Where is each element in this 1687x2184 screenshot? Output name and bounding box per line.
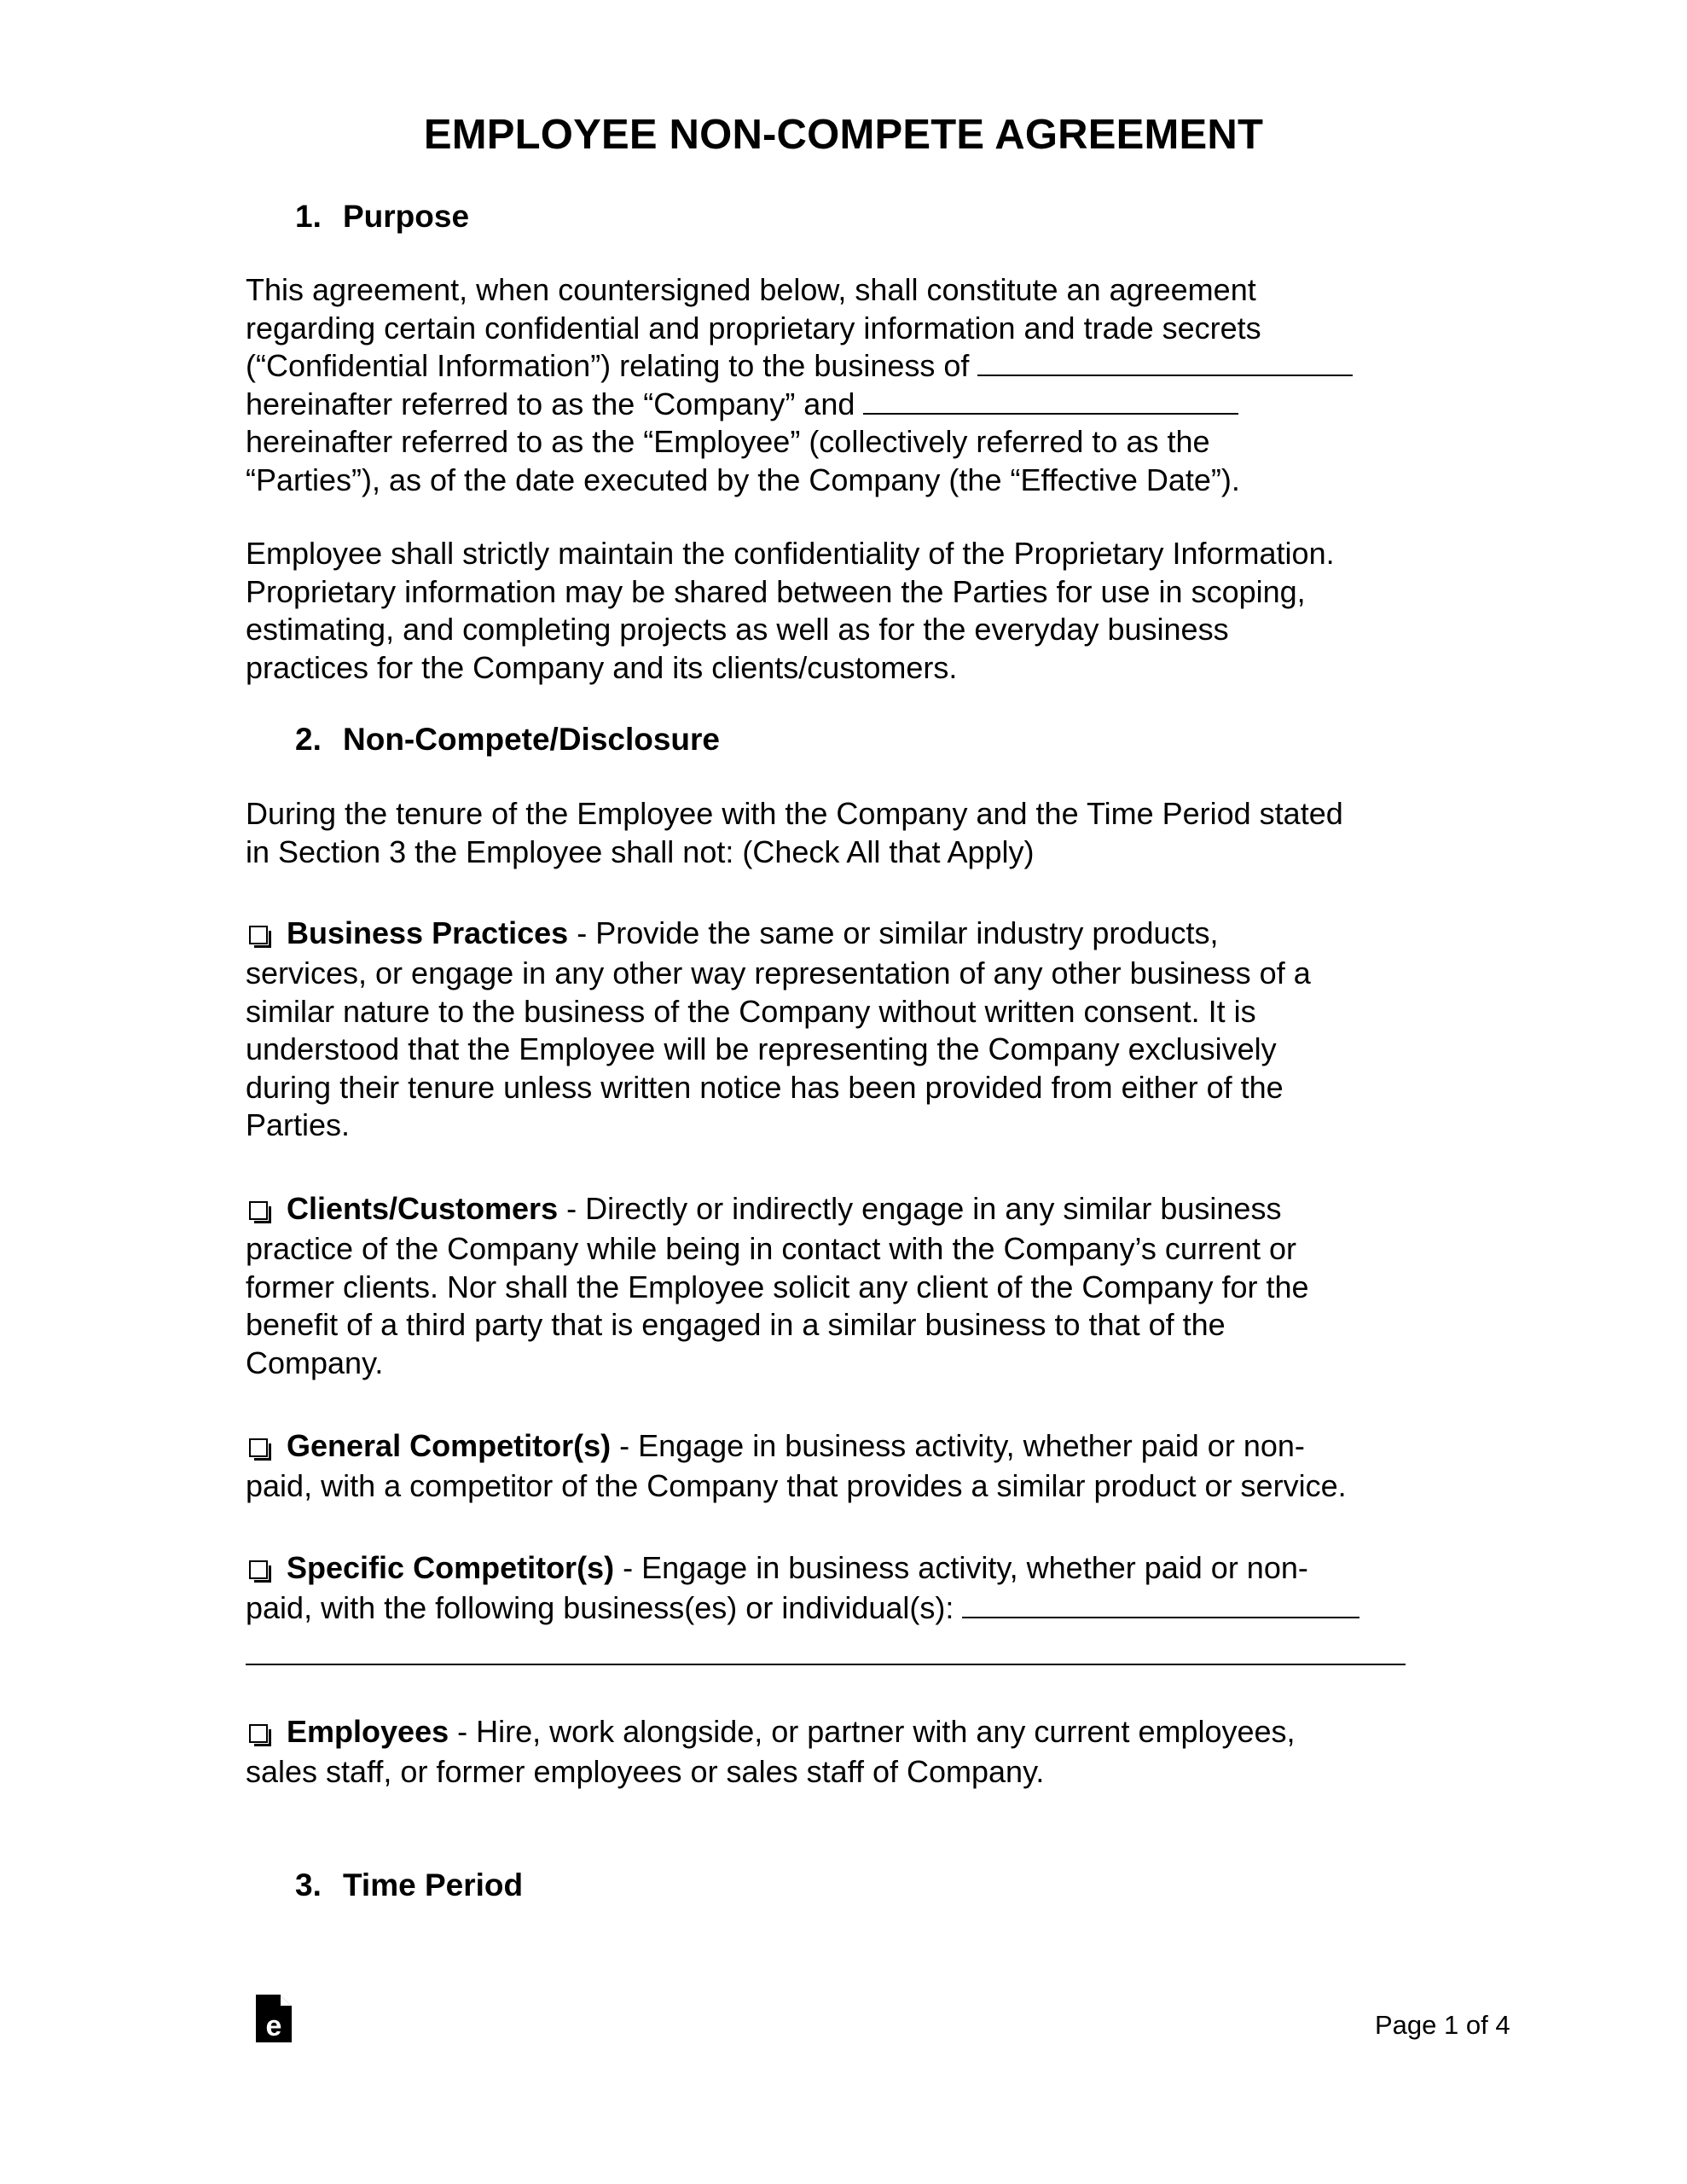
competitor-names-blank[interactable] [962,1591,1359,1618]
option-label: Employees [287,1714,449,1749]
text-line: former clients. Nor shall the Employee solicit any client of the Company for the [246,1269,1309,1304]
section-number: 2. [295,722,322,757]
checkbox-employees[interactable] [249,1724,268,1743]
option-text: - Provide the same or similar industry products, [577,915,1219,950]
text-segment: hereinafter referred to as the “Company” and [246,386,855,421]
text-line: similar nature to the business of the Company without written consent. It is [246,993,1256,1029]
option-clients-customers [246,1188,1309,1382]
text-line: Proprietary information may be shared between the Parties for use in scoping, [246,573,1306,609]
purpose-paragraph-2 [246,535,1335,687]
section-title: Purpose [343,199,470,234]
text-line [246,1589,1359,1628]
option-first-line [246,1547,1359,1589]
eforms-logo-icon [254,1993,293,2044]
text-line: Parties. [246,1107,351,1142]
option-label: Clients/Customers [287,1191,559,1226]
text-line: understood that the Employee will be representing the Company exclusively [246,1031,1277,1066]
document-title: EMPLOYEE NON-COMPETE AGREEMENT [423,112,1264,158]
text-segment: (“Confidential Information”) relating to the business of [246,348,970,383]
option-employees [246,1711,1296,1792]
checkbox-business-practices[interactable] [249,926,268,944]
text-line: paid, with a competitor of the Company that provides a similar product or service. [246,1468,1347,1503]
section-number: 1. [295,199,322,234]
svg-text:e: e [265,2010,282,2042]
text-line: services, or engage in any other way representation of any other business of a [246,956,1311,990]
option-label: Specific Competitor(s) [287,1550,615,1585]
section-title: Non-Compete/Disclosure [343,722,721,757]
text-line: Employee shall strictly maintain the confidentiality of the Proprietary Information. [246,536,1335,571]
option-text: - Engage in business activity, whether paid or non- [619,1428,1305,1463]
option-general-competitors [246,1425,1347,1506]
non-compete-intro [246,795,1343,871]
section-title: Time Period [343,1867,524,1902]
text-line: hereinafter referred to as the “Employee” (collectively referred to as the [246,424,1210,459]
option-first-line [246,1188,1309,1230]
text-line: in Section 3 the Employee shall not: (Check All that Apply) [246,834,1035,869]
section-number: 3. [295,1867,322,1902]
text-line [246,347,1353,386]
employee-name-blank[interactable] [863,387,1238,415]
text-line: practice of the Company while being in contact with the Company’s current or [246,1231,1296,1266]
option-first-line [246,912,1311,955]
option-text: - Engage in business activity, whether paid or non- [623,1550,1308,1585]
option-first-line [246,1711,1296,1753]
purpose-paragraph-1 [246,271,1353,499]
option-label: Business Practices [287,915,569,950]
checkbox-specific-competitors[interactable] [249,1560,268,1579]
text-line: sales staff, or former employees or sales staff of Company. [246,1754,1045,1789]
checkbox-general-competitors[interactable] [249,1438,268,1457]
text-line: During the tenure of the Employee with the Company and the Time Period stated [246,796,1343,831]
competitor-names-blank-line-2[interactable] [246,1664,1406,1665]
page-number: Page 1 of 4 [1375,2010,1510,2040]
text-line: during their tenure unless written notice has been provided from either of the [246,1069,1284,1105]
section-heading-time-period [295,1867,523,1904]
text-line [246,386,1353,424]
option-first-line [246,1425,1347,1467]
text-line: benefit of a third party that is engaged in a similar business to that of the [246,1307,1226,1342]
text-line: estimating, and completing projects as well as for the everyday business [246,612,1229,647]
text-line: regarding certain confidential and proprietary information and trade secrets [246,310,1261,346]
section-heading-non-compete [295,721,720,758]
text-line: This agreement, when countersigned below, shall constitute an agreement [246,272,1256,307]
text-line: Company. [246,1345,384,1380]
option-text: - Hire, work alongside, or partner with any current employees, [457,1714,1296,1749]
option-specific-competitors [246,1547,1359,1628]
text-segment: paid, with the following business(es) or individual(s): [246,1590,954,1625]
company-name-blank[interactable] [977,349,1353,376]
option-business-practices [246,912,1311,1145]
text-line: “Parties”), as of the date executed by the Company (the “Effective Date”). [246,462,1240,497]
option-label: General Competitor(s) [287,1428,612,1463]
checkbox-clients-customers[interactable] [249,1201,268,1220]
option-text: - Directly or indirectly engage in any similar business [566,1191,1282,1226]
section-heading-purpose [295,198,469,235]
text-line: practices for the Company and its clients/customers. [246,649,958,685]
